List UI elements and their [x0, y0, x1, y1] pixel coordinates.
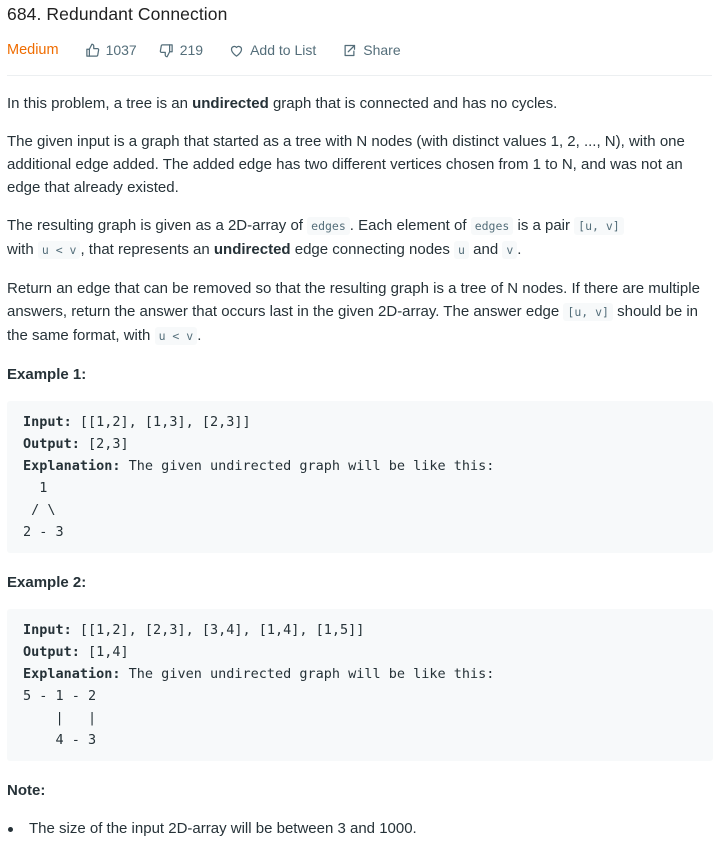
text-span: and	[468, 241, 503, 258]
bold-text: undirected	[192, 95, 269, 112]
inline-code: u < v	[38, 241, 81, 259]
inline-code: [u, v]	[574, 217, 624, 235]
note-title: Note:	[7, 782, 46, 799]
add-to-list-label: Add to List	[250, 42, 317, 58]
example-2-code-block	[7, 609, 713, 761]
text-span: The resulting graph is given as a 2D-array of	[7, 217, 308, 234]
note-list	[7, 817, 713, 840]
share-label: Share	[363, 42, 401, 58]
dislike-button[interactable]	[159, 42, 203, 58]
output-value: [2,3]	[79, 436, 129, 452]
problem-title: 684. Redundant Connection	[7, 4, 228, 24]
share-button[interactable]	[342, 42, 400, 58]
description-paragraph	[7, 92, 713, 115]
thumbs-up-icon	[85, 43, 100, 58]
output-label: Output:	[23, 436, 80, 452]
example-2-title: Example 2:	[7, 574, 87, 591]
explanation-label: Explanation:	[23, 666, 121, 682]
share-icon	[342, 43, 357, 58]
thumbs-down-icon	[159, 43, 174, 58]
input-label: Input:	[23, 414, 72, 430]
like-button[interactable]	[85, 42, 137, 58]
explanation-label: Explanation:	[23, 458, 121, 474]
example-1-title: Example 1:	[7, 366, 87, 383]
output-label: Output:	[23, 644, 80, 660]
problem-description	[7, 92, 713, 840]
inline-code: v	[502, 241, 517, 259]
description-paragraph: The given input is a graph that started as a tree with N nodes (with distinct values 1, 2, ..., N), with one additional edge added. The added edge has two different vertices chosen from 1 to N, and was not an edge that already existed.	[7, 133, 685, 196]
text-span: is a pair	[513, 217, 575, 234]
text-span: should be in the same format, with	[7, 303, 699, 344]
input-value: [[1,2], [1,3], [2,3]]	[71, 414, 251, 430]
explanation-value: The given undirected graph will be like this:	[120, 666, 495, 682]
difficulty-label: Medium	[7, 42, 59, 58]
explanation-value: The given undirected graph will be like this:	[120, 458, 495, 474]
dislike-count: 219	[179, 42, 204, 58]
like-count: 1037	[105, 42, 137, 58]
inline-code: [u, v]	[563, 303, 613, 321]
header-divider	[7, 75, 712, 76]
graph-diagram: 5 - 1 - 2 | | 4 - 3	[23, 688, 97, 748]
text-span: .	[517, 241, 522, 258]
text-span: In this problem, a tree is an	[7, 95, 193, 112]
inline-code: edges	[471, 217, 514, 235]
text-span: .	[197, 327, 202, 344]
bold-text: undirected	[213, 241, 291, 258]
input-label: Input:	[23, 622, 72, 638]
problem-meta-bar	[7, 40, 401, 60]
text-span: edge connecting nodes	[290, 241, 455, 258]
heart-icon	[229, 43, 244, 58]
input-value: [[1,2], [2,3], [3,4], [1,4], [1,5]]	[71, 622, 365, 638]
inline-code: u	[454, 241, 469, 259]
text-span: with	[7, 241, 38, 258]
text-span: Return an edge that can be removed so that the resulting graph is a tree of N nodes. If there are multiple answers, return the answer that occurs last in the given 2D-array. The answer edge	[7, 280, 700, 320]
description-paragraph	[7, 277, 713, 348]
output-value: [1,4]	[79, 644, 129, 660]
description-paragraph	[7, 214, 713, 262]
inline-code: u < v	[155, 327, 198, 345]
inline-code: edges	[307, 217, 350, 235]
graph-diagram: 1 / \ 2 - 3	[23, 480, 64, 540]
text-span: , that represents an	[80, 241, 214, 258]
example-1-code-block	[7, 401, 713, 553]
list-item: The size of the input 2D-array will be between 3 and 1000.	[7, 817, 713, 840]
add-to-list-button[interactable]	[229, 42, 316, 58]
text-span: graph that is connected and has no cycles.	[268, 95, 558, 112]
text-span: . Each element of	[349, 217, 471, 234]
